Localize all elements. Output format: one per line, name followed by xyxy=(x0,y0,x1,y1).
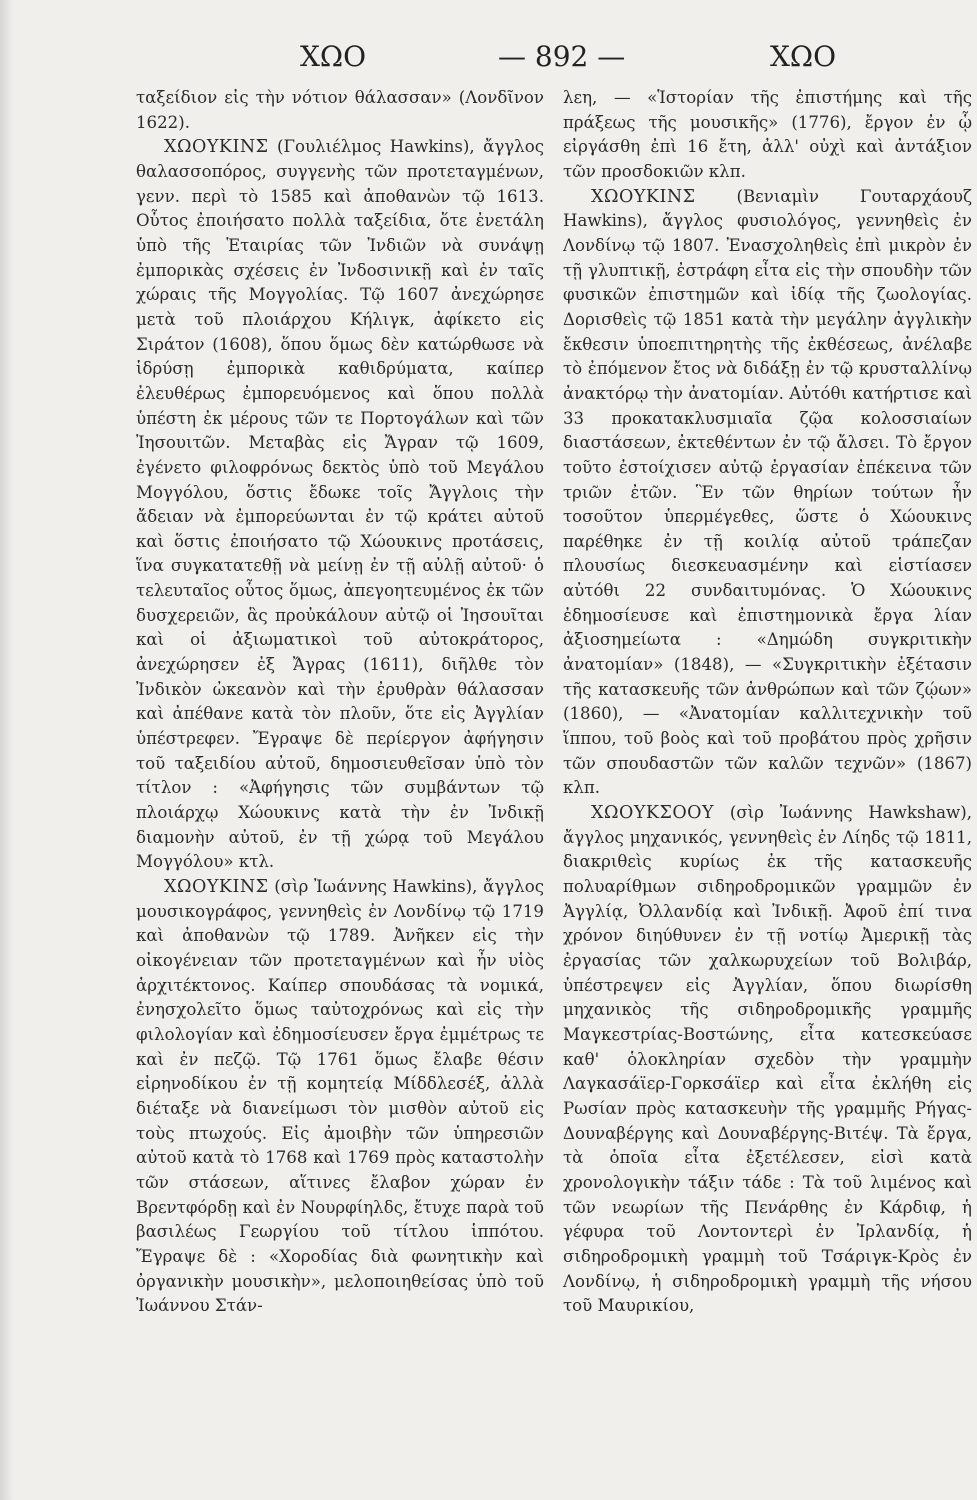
entry-hawkins-john xyxy=(136,875,544,1319)
page-number: — 892 — xyxy=(498,40,626,73)
right-column xyxy=(563,86,972,1319)
entry-hawkins-benjamin xyxy=(563,185,972,801)
entry-text: (Γουλιέλμος Hawkins), ἄγγλος θαλασσοπόρος, συγγενὴς τῶν προτεταγμένων, γενν. περὶ τὸ 1585 καὶ ἀποθανὼν τῷ 1613. Οὗτος ἐποιήσατο πολλὰ ταξείδια, ὅτε ἐνετάλη ὑπὸ τῆς Ἑταιρίας τῶν Ἰνδιῶν νὰ συνάψῃ ἐμπορικὰς σχέσεις ἐν Ἰνδοσινικῇ καὶ ἐν ταῖς χώραις τῆς Μογγολίας. Τῷ 1607 ἀνεχώρησε μετὰ τοῦ πλοιάρχου Κήλιγκ, ἀφίκετο εἰς Σιράτον (1608), ὅπου ὅμως δὲν κατώρθωσε νὰ ἱδρύσῃ ἐμπορικὰ καθιδρύματα, καίπερ ἐλευθέρως ἐμπορευόμενος καὶ ὅπου πολλὰ ὑπέστη ἐκ μέρους τῶν τε Πορτογάλων καὶ τῶν Ἰησουιτῶν. Μεταβὰς εἰς Ἄγραν τῷ 1609, ἐγένετο φιλοφρόνως δεκτὸς ὑπὸ τοῦ Μεγάλου Μογγόλου, ὅστις ἔδωκε τοῖς Ἄγγλοις τὴν ἄδειαν νὰ ἐμπορεύωνται ἐν τῷ κράτει αὐτοῦ καὶ ὅστις ἐποιήσατο τῷ Χώουκινς προτάσεις, ἵνα συγκατατεθῇ νὰ μείνῃ ἐν τῇ αὐλῇ αὐτοῦ· ὁ τελευταῖος οὗτος ὅμως, ἀπεγοητευμένος ἐκ τῶν δυσχερειῶν, ἃς προὐκάλουν αὐτῷ οἱ Ἰησουῖται καὶ οἱ ἀξιωματικοὶ τοῦ αὐτοκράτορος, ἀνεχώρησεν ἐξ Ἄγρας (1611), διῆλθε τὸν Ἰνδικὸν ὠκεανὸν καὶ τὴν ἐρυθρὰν θάλασσαν καὶ ἀπέθανε κατὰ τὸν πλοῦν, ὅτε εἰς Ἀγγλίαν ὑπέστρεφεν. Ἔγραψε δὲ περίεργον ἀφήγησιν τοῦ ταξειδίου αὐτοῦ, δημοσιευθεῖσαν ὑπὸ τὸν τίτλον : «Ἀφήγησις τῶν συμβάντων τῷ πλοιάρχῳ Χώουκινς κατὰ τὴν ἐν Ἰνδικῇ διαμονὴν αὐτοῦ, ἐν τῇ χώρᾳ τοῦ Μεγάλου Μογγόλου» κτλ. xyxy=(136,137,544,872)
entry-text: (σὶρ Ἰωάννης Hawkshaw), ἄγγλος μηχανικός, γεννηθεὶς ἐν Λίηδς τῷ 1811, διακριθεὶς κυρίως ἐκ τῆς κατασκευῆς πολυαρίθμων σιδηροδρομικῶν γραμμῶν ἐν Ἀγγλίᾳ, Ὀλλανδίᾳ καὶ Ἰνδικῇ. Ἀφοῦ ἐπί τινα χρόνον διηύθυνεν ἐν τῇ νοτίῳ Ἀμερικῇ τὰς ἐργασίας τῶν χαλκωρυχείων τοῦ Βολιβάρ, ὑπέστρεψεν εἰς Ἀγγλίαν, ὅπου διωρίσθη μηχανικὸς τῆς σιδηροδρομικῆς γραμμῆς Μαγκεστρίας-Βοστώνης, εἶτα κατεσκεύασε καθ' ὁλοκληρίαν σχεδὸν τὴν γραμμὴν Λαγκασάϊερ-Γορκσάϊερ καὶ εἶτα ἐκλήθη εἰς Ρωσίαν πρὸς κατασκευὴν τῆς γραμμῆς Ρήγας-Δουναβέργης καὶ Δουναβέργης-Βιτέψ. Τὰ ἔργα, τὰ ὁποῖα εἶτα ἐξετέλεσεν, εἰσὶ κατὰ χρονολογικὴν τάξιν τάδε : Τὰ τοῦ λιμένος καὶ τῶν νεωρίων τῆς Πενάρθης ἐν Κάρδιφ, ἡ γέφυρα τοῦ Λοντοντερὶ ἐν Ἰρλανδίᾳ, ἡ σιδηροδρομικὴ γραμμὴ τοῦ Τσάριγκ-Κρὸς ἐν Λονδίνῳ, ἡ σιδηροδρομικὴ γραμμὴ τῆς νήσου τοῦ Μαυρικίου, xyxy=(563,803,972,1316)
entry-headword: ΧΩΟΥΚΙΝΣ xyxy=(164,137,269,158)
entry-headword: ΧΩΟΥΚΙΝΣ xyxy=(591,186,696,207)
continued-paragraph: λεη, — «Ἱστορίαν τῆς ἐπιστήμης καὶ τῆς πράξεως τῆς μουσικῆς» (1776), ἔργον ἐν ᾧ εἰργάσθη ἐπὶ 16 ἔτη, ἀλλ' οὐχὶ καὶ ἀντάξιον τῶν προσδοκιῶν κλπ. xyxy=(563,88,972,181)
entry-headword: ΧΩΟΥΚΣΟΟΥ xyxy=(591,803,715,824)
header-right-guideword: ΧΩΟ xyxy=(770,40,837,73)
left-column xyxy=(136,86,544,1319)
entry-hawkshaw-john xyxy=(563,801,972,1319)
page-binding-edge xyxy=(0,0,14,1500)
continued-paragraph: ταξείδιον εἰς τὴν νότιον θάλασσαν» (Λονδῖνον 1622). xyxy=(136,88,544,132)
entry-text: (Βενιαμὶν Γουταρχάουζ Hawkins), ἄγγλος φυσιολόγος, γεννηθεὶς ἐν Λονδίνῳ τῷ 1807. Ἐνασχοληθεὶς ἐπὶ μικρὸν ἐν τῇ γλυπτικῇ, ἐστράφη εἶτα εἰς τὴν σπουδὴν τῶν φυσικῶν ἐπιστημῶν καὶ ἰδίᾳ τῆς ζωολογίας. Δορισθεὶς τῷ 1851 κατὰ τὴν μεγάλην ἀγγλικὴν ἔκθεσιν ὑποεπιτηρητὴς τῆς ἐκθέσεως, ἀνέλαβε τὸ ἐπόμενον ἔτος νὰ διδάξῃ ἐν τῷ κρυσταλλίνῳ ἀνακτόρῳ τὴν ἀνατομίαν. Αὐτόθι κατήρτισε καὶ 33 προκατακλυσμιαῖα ζῷα κολοσσιαίων διαστάσεων, ἐκτεθέντων ἐν τῷ ἄλσει. Τὸ ἔργον τοῦτο ἐστοίχισεν αὐτῷ ἐργασίαν ἐπέκεινα τῶν τριῶν ἐτῶν. Ἓν τῶν θηρίων τούτων ἦν τοσοῦτον ὑπερμέγεθες, ὥστε ὁ Χώουκινς παρέθηκε ἐν τῇ κοιλίᾳ αὐτοῦ τράπεζαν πλουσίως διεσκευασμένην καὶ εἱστίασεν αὐτόθι 22 συνδαιτυμόνας. Ὁ Χώουκινς ἐδημοσίευσε καὶ ἐπιστημονικὰ ἔργα λίαν ἀξιοσημείωτα : «Δημώδη συγκριτικὴν ἀνατομίαν» (1848), — «Συγκριτικὴν ἐξέτασιν τῆς κατασκευῆς τῶν ἀνθρώπων καὶ τῶν ζῴων» (1860), — «Ἀνατομίαν καλλιτεχνικὴν τοῦ ἵππου, τοῦ βοὸς καὶ τοῦ προβάτου πρὸς χρῆσιν τῶν σπουδαστῶν τῶν καλῶν τεχνῶν» (1867) κλπ. xyxy=(563,186,972,798)
running-header xyxy=(120,40,860,84)
entry-headword: ΧΩΟΥΚΙΝΣ xyxy=(164,877,269,897)
header-left-guideword: ΧΩΟ xyxy=(300,40,367,73)
entry-hawkins-william xyxy=(136,135,544,875)
entry-text: (σὶρ Ἰωάννης Hawkins), ἄγγλος μουσικογράφος, γεννηθεὶς ἐν Λονδίνῳ τῷ 1719 καὶ ἀποθανὼν τῷ 1789. Ἀνῆκεν εἰς τὴν οἰκογένειαν τῶν προτεταγμένων καὶ ἦν υἱὸς ἀρχιτέκτονος. Καίπερ σπουδάσας τὰ νομικά, ἐνησχολεῖτο ὅμως ταὐτοχρόνως καὶ εἰς τὴν φιλολογίαν καὶ ἐδημοσίευσεν ἔργα ἐμμέτρως τε καὶ ἐν πεζῷ. Τῷ 1761 ὅμως ἔλαβε θέσιν εἰρηνοδίκου ἐν τῇ κομητείᾳ Μίδδλεσέξ, ἀλλὰ διέταξε νὰ διανείμωσι τὸν μισθὸν αὐτοῦ εἰς τοὺς πτωχούς. Εἰς ἀμοιβὴν τῶν ὑπηρεσιῶν αὐτοῦ κατὰ τὸ 1768 καὶ 1769 πρὸς καταστολὴν τῶν στάσεων, αἵτινες ἔλαβον χώραν ἐν Βρεντφόρδῃ καὶ ἐν Νουρφίηλδς, ἔτυχε παρὰ τοῦ βασιλέως Γεωργίου τοῦ τίτλου ἱππότου. Ἔγραψε δὲ : «Χοροδίας διὰ φωνητικὴν καὶ ὀργανικὴν μουσικὴν», μελοποιηθείσας ὑπὸ τοῦ Ἰωάννου Στάν- xyxy=(136,877,544,1316)
